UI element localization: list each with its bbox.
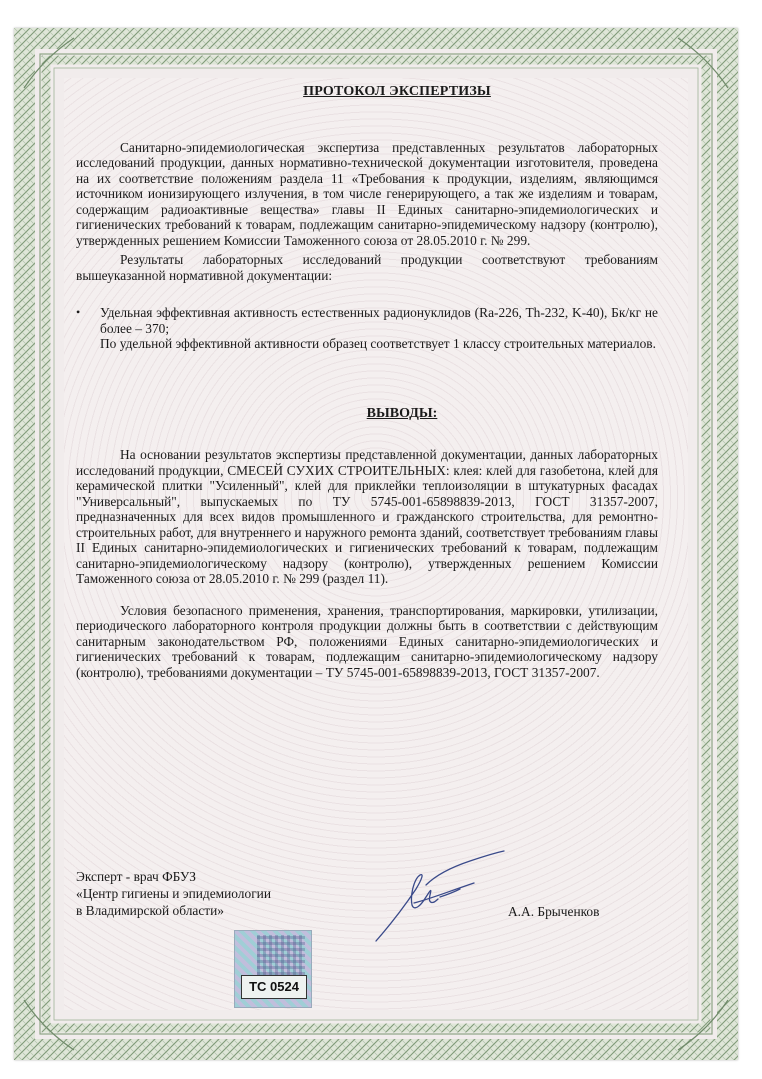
list-item <box>76 305 658 336</box>
expert-name: А.А. Брыченков <box>508 904 600 919</box>
conclusion-paragraph: На основании результатов экспертизы представленной документации, данных лабораторных исследований продукции, СМЕСЕЙ СУХИХ СТРОИТЕЛЬНЫХ: клея: клей для газобетона, клей для керамической плитки "Усиленный", клей для приклейки теплоизоляции в штукатурных фасадах "Универсальный", выпускаемых по ТУ 5745-001-65898839-2013, ГОСТ 31357-2007, предназначенных для всех видов промышленного и гражданского строительства, для ремонтно-строительных работ, для внутреннего и наружного ремонта зданий, соответствует требованиям главы II Единых санитарно-эпидемиологических и гигиенических требований к товарам, подлежащим санитарно-эпидемиологическому надзору (контролю), утвержденных решением Комиссии Таможенного союза от 28.05.2010 г. № 299 (раздел 11). <box>76 447 658 586</box>
document-title: ПРОТОКОЛ ЭКСПЕРТИЗЫ <box>303 84 491 99</box>
conditions-paragraph: Условия безопасного применения, хранения, транспортирования, маркировки, утилизации, периодического лабораторного контроля продукции должны быть в соответствии с действующим санитарным законодательством РФ, положениями Единых санитарно-эпидемиологических и гигиенических требований к товарам, подлежащим санитарно-эпидемиологическому надзору (контролю), требованиями документации – ТУ 5745-001-65898839-2013, ГОСТ 31357-2007. <box>76 602 658 680</box>
bullet-icon: • <box>76 305 81 319</box>
bullet-note: По удельной эффективной активности образец соответствует 1 классу строительных материалов. <box>100 336 656 351</box>
expertise-paragraph: Санитарно-эпидемиологическая экспертиза представленных результатов лабораторных исследований продукции, данных нормативно-технической документации изготовителя, проведена на их соответствие положениям раздела 11 «Требования к продукции, изделиям, являющимся источником ионизирующего излучения, в том числе генерирующего, а так же изделиям и товарам, содержащим радиоактивные вещества» главы II Единых санитарно-эпидемиологических и гигиенических требований к товарам, подлежащим санитарно-эпидемическому надзору (контролю), утвержденных решением Комиссии Таможенного союза от 28.05.2010 г. № 299. <box>76 139 658 248</box>
signer-line-2: «Центр гигиены и эпидемиологии <box>76 886 272 901</box>
document-body <box>76 84 658 680</box>
signer-line-1: Эксперт - врач ФБУЗ <box>76 869 196 884</box>
results-paragraph: Результаты лабораторных исследований продукции соответствуют требованиям вышеуказанной нормативной документации: <box>76 252 658 283</box>
hologram-pattern <box>257 935 305 975</box>
conclusions-title: ВЫВОДЫ: <box>366 405 438 421</box>
hologram-icon <box>234 930 312 1008</box>
signature-icon <box>370 845 510 945</box>
signer-line-3: в Владимирской области» <box>76 903 224 918</box>
signer-block <box>76 868 316 919</box>
hologram-label: ТС 0524 <box>241 975 307 999</box>
bullet-text: Удельная эффективная активность естественных радионуклидов (Ra-226, Th-232, K-40), Бк/кг не более – 370; <box>100 305 658 336</box>
